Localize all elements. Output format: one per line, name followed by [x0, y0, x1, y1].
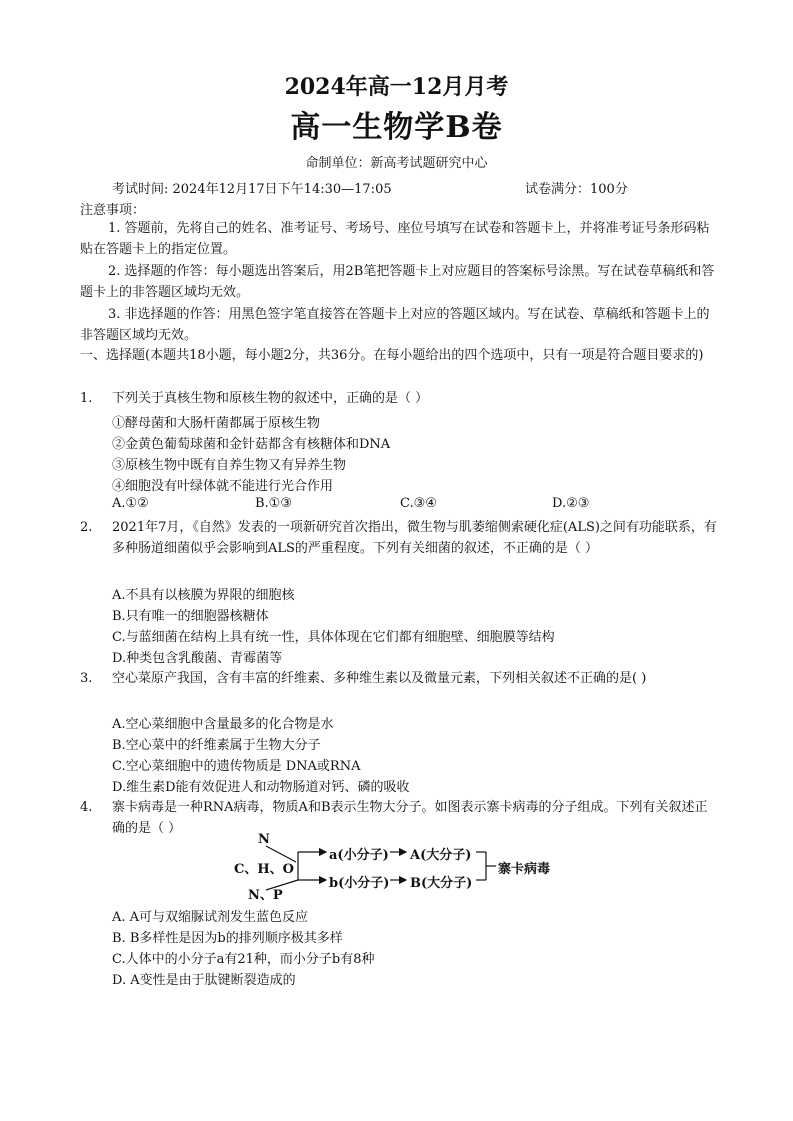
- option-c: C.③④: [400, 496, 437, 511]
- option-c: C.人体中的小分子a有21种，而小分子b有8种: [112, 952, 375, 967]
- question-3: [80, 668, 720, 689]
- question-stem: 寨卡病毒是一种RNA病毒，物质A和B表示生物大分子。如图表示寨卡病毒的分子组成。下列有关叙述正确的是（ ）: [112, 800, 708, 836]
- statement-2: ②金黄色葡萄球菌和金针菇都含有核糖体和DNA: [112, 437, 391, 452]
- question-number: 4.: [80, 800, 93, 815]
- virus-composition-diagram: [226, 832, 566, 902]
- label-cho: C、H、O: [234, 862, 294, 877]
- exam-time: 考试时间: 2024年12月17日下午14:30—17:05: [112, 182, 392, 197]
- question-stem: 空心菜原产我国，含有丰富的纤维素、多种维生素以及微量元素，下列相关叙述不正确的是( ): [112, 671, 647, 686]
- exam-title: 2024年高一12月月考: [284, 74, 509, 100]
- issuing-unit: 命制单位：新高考试题研究中心: [305, 156, 488, 171]
- option-a: A.空心菜细胞中含量最多的化合物是水: [112, 717, 334, 732]
- question-stem: 下列关于真核生物和原核生物的叙述中，正确的是（ ）: [112, 391, 429, 406]
- option-a: A. A可与双缩脲试剂发生蓝色反应: [112, 910, 309, 925]
- option-b: B.只有唯一的细胞器核糖体: [112, 609, 269, 624]
- option-a: A.①②: [112, 496, 149, 511]
- option-b: B.空心菜中的纤维素属于生物大分子: [112, 738, 321, 753]
- statement-3: ③原核生物中既有自养生物又有异养生物: [112, 458, 347, 473]
- question-number: 1.: [80, 391, 93, 406]
- option-d: D.维生素D能有效促进人和动物肠道对钙、磷的吸收: [112, 780, 410, 795]
- option-c: C.与蓝细菌在结构上具有统一性，具体体现在它们都有细胞壁、细胞膜等结构: [112, 630, 555, 645]
- notes-heading: 注意事项：: [80, 203, 146, 218]
- statement-1: ①酵母菌和大肠杆菌都属于原核生物: [112, 416, 321, 431]
- section-heading: 一、选择题(本题共18小题，每小题2分，共36分。在每小题给出的四个选项中，只有一项是符合题目要求的): [80, 348, 704, 363]
- label-a-small: a(小分子): [329, 848, 389, 863]
- question-2: [80, 517, 720, 559]
- label-virus: 寨卡病毒: [498, 862, 551, 877]
- note-item-3: 3. 非选择题的作答：用黑色签字笔直接答在答题卡上对应的答题区域内。写在试卷、草稿纸和答题卡上的非答题区域均无效。: [80, 307, 710, 343]
- option-d: D.②③: [552, 496, 590, 511]
- option-c: C.空心菜细胞中的遗传物质是 DNA或RNA: [112, 759, 361, 774]
- note-item-2: 2. 选择题的作答：每小题选出答案后，用2B笔把答题卡上对应题目的答案标号涂黑。写在试卷草稿纸和答题卡上的非答题区域均无效。: [80, 264, 715, 300]
- label-B-big: B(大分子): [410, 876, 473, 891]
- option-b: B. B多样性是因为b的排列顺序极其多样: [112, 931, 343, 946]
- option-a: A.不具有以核膜为界限的细胞核: [112, 588, 295, 603]
- note-item-1: 1. 答题前，先将自己的姓名、准考证号、考场号、座位号填写在试卷和答题卡上，并将准考证号条形码粘贴在答题卡上的指定位置。: [80, 221, 710, 257]
- question-number: 2.: [80, 520, 93, 535]
- exam-subtitle: 高一生物学B卷: [290, 110, 503, 145]
- option-d: D.种类包含乳酸菌、青霉菌等: [112, 651, 283, 666]
- full-score: 试卷满分：100分: [525, 182, 628, 197]
- question-number: 3.: [80, 671, 93, 686]
- question-1: [80, 388, 720, 409]
- question-stem: 2021年7月，《自然》发表的一项新研究首次指出，微生物与肌萎缩侧索硬化症(ALS)之间有功能联系，有多种肠道细菌似乎会影响到ALS的严重程度。下列有关细菌的叙述，不正确的是（ ）: [112, 520, 717, 556]
- option-b: B.①③: [255, 496, 292, 511]
- label-np: N、P: [248, 888, 283, 903]
- label-A-big: A(大分子): [410, 848, 472, 863]
- label-n: N: [258, 832, 270, 847]
- label-b-small: b(小分子): [329, 876, 390, 891]
- statement-4: ④细胞没有叶绿体就不能进行光合作用: [112, 479, 334, 494]
- option-d: D. A变性是由于肽键断裂造成的: [112, 973, 296, 988]
